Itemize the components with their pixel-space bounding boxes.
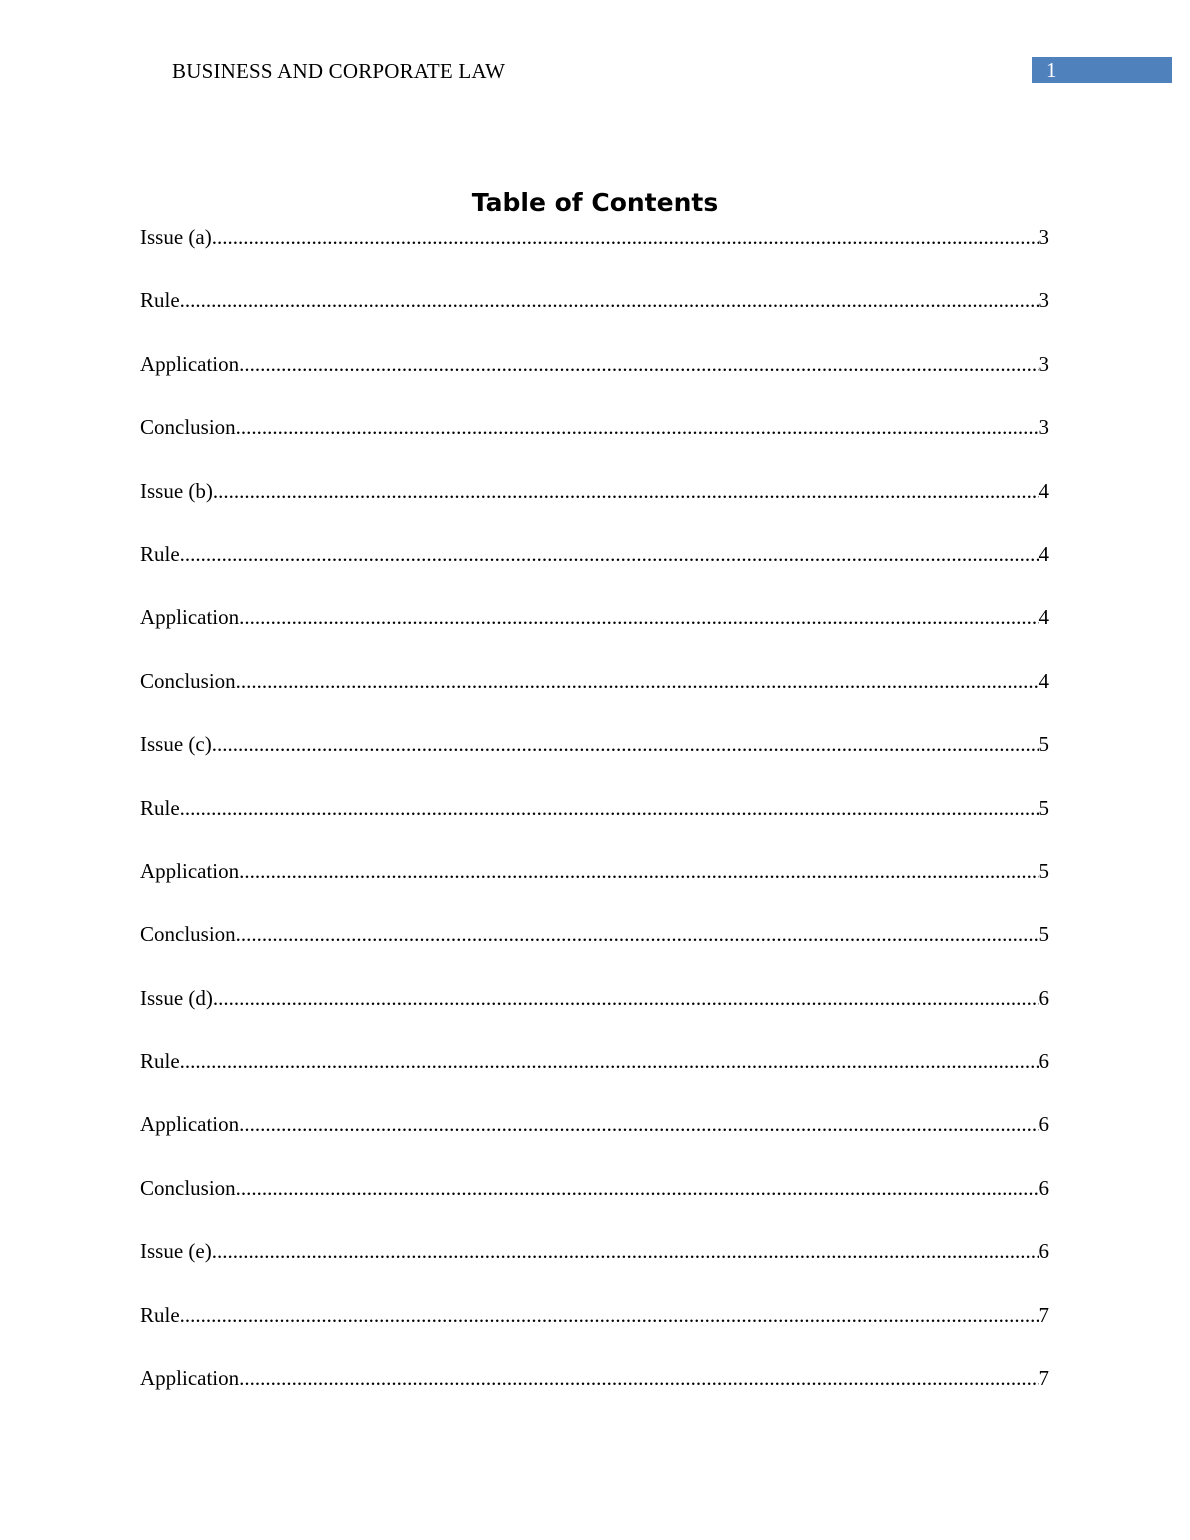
toc-entry-label: Conclusion [140, 922, 236, 947]
toc-entry-page: 4 [1038, 478, 1049, 503]
toc-entry-label: Rule [140, 541, 180, 566]
toc-entry[interactable] [140, 728, 1049, 791]
toc-entry-label: Issue (e) [140, 1239, 212, 1264]
toc-dot-leader [239, 1108, 1038, 1140]
toc-entry-page: 3 [1038, 225, 1049, 249]
toc-entry-label: Rule [140, 1302, 180, 1327]
toc-entry[interactable] [140, 855, 1049, 918]
toc-entry[interactable] [140, 221, 1049, 284]
toc-entry-label: Issue (d) [140, 985, 213, 1010]
toc-entry-label: Application [140, 1112, 240, 1137]
toc-dot-leader [212, 728, 1039, 760]
toc-entry-page: 5 [1038, 732, 1049, 757]
toc-dot-leader [212, 221, 1039, 253]
toc-dot-leader [213, 475, 1039, 507]
toc-entry[interactable] [140, 918, 1049, 981]
toc-entry-page: 6 [1038, 1239, 1049, 1264]
toc-entry[interactable] [140, 1108, 1049, 1171]
toc-dot-leader [236, 411, 1039, 443]
toc-dot-leader [236, 918, 1039, 950]
toc-entry-page: 3 [1038, 288, 1049, 313]
toc-heading: Table of Contents [471, 188, 719, 217]
toc-list [140, 221, 1049, 1425]
toc-dot-leader [239, 855, 1038, 887]
toc-entry-label: Issue (a) [140, 225, 212, 249]
toc-entry-label: Application [140, 1366, 240, 1391]
toc-entry-label: Conclusion [140, 415, 236, 440]
toc-entry[interactable] [140, 538, 1049, 601]
toc-entry[interactable] [140, 601, 1049, 664]
toc-dot-leader [180, 1045, 1039, 1077]
toc-entry[interactable] [140, 665, 1049, 728]
toc-dot-leader [180, 1299, 1039, 1331]
toc-entry[interactable] [140, 411, 1049, 474]
toc-entry[interactable] [140, 284, 1049, 347]
toc-dot-leader [239, 348, 1038, 380]
toc-entry[interactable] [140, 348, 1049, 411]
toc-entry-label: Conclusion [140, 1175, 236, 1200]
toc-entry-label: Rule [140, 795, 180, 820]
toc-entry-page: 4 [1038, 605, 1049, 630]
toc-entry[interactable] [140, 982, 1049, 1045]
page-number: 1 [1046, 58, 1057, 82]
toc-entry-label: Application [140, 605, 240, 630]
toc-dot-leader [180, 792, 1039, 824]
toc-entry[interactable] [140, 475, 1049, 538]
toc-entry-page: 6 [1038, 1112, 1049, 1137]
toc-dot-leader [239, 601, 1038, 633]
toc-entry-label: Rule [140, 1049, 180, 1074]
toc-entry-page: 5 [1038, 858, 1049, 883]
toc-entry-page: 4 [1038, 668, 1049, 693]
toc-entry[interactable] [140, 1045, 1049, 1108]
toc-entry-label: Rule [140, 288, 180, 313]
toc-dot-leader [236, 665, 1039, 697]
toc-entry-page: 5 [1038, 922, 1049, 947]
toc-entry-page: 5 [1038, 795, 1049, 820]
page-number-badge [1032, 57, 1172, 83]
toc-entry[interactable] [140, 1299, 1049, 1362]
toc-dot-leader [212, 1235, 1039, 1267]
toc-entry-label: Issue (c) [140, 732, 212, 757]
toc-entry[interactable] [140, 1362, 1049, 1425]
toc-dot-leader [236, 1172, 1039, 1204]
toc-dot-leader [213, 982, 1039, 1014]
toc-dot-leader [180, 538, 1039, 570]
toc-entry-page: 6 [1038, 985, 1049, 1010]
toc-entry[interactable] [140, 1235, 1049, 1298]
toc-entry-page: 6 [1038, 1175, 1049, 1200]
toc-entry[interactable] [140, 792, 1049, 855]
toc-entry-page: 4 [1038, 541, 1049, 566]
running-header-title: BUSINESS AND CORPORATE LAW [172, 59, 506, 83]
toc-entry-label: Conclusion [140, 668, 236, 693]
toc-dot-leader [239, 1362, 1038, 1394]
toc-entry[interactable] [140, 1172, 1049, 1235]
toc-entry-label: Application [140, 858, 240, 883]
toc-entry-label: Application [140, 351, 240, 376]
toc-dot-leader [180, 284, 1039, 316]
toc-entry-page: 7 [1038, 1302, 1049, 1327]
toc-entry-page: 6 [1038, 1049, 1049, 1074]
toc-entry-page: 3 [1038, 351, 1049, 376]
toc-entry-page: 7 [1038, 1366, 1049, 1391]
toc-entry-label: Issue (b) [140, 478, 213, 503]
toc-entry-page: 3 [1038, 415, 1049, 440]
